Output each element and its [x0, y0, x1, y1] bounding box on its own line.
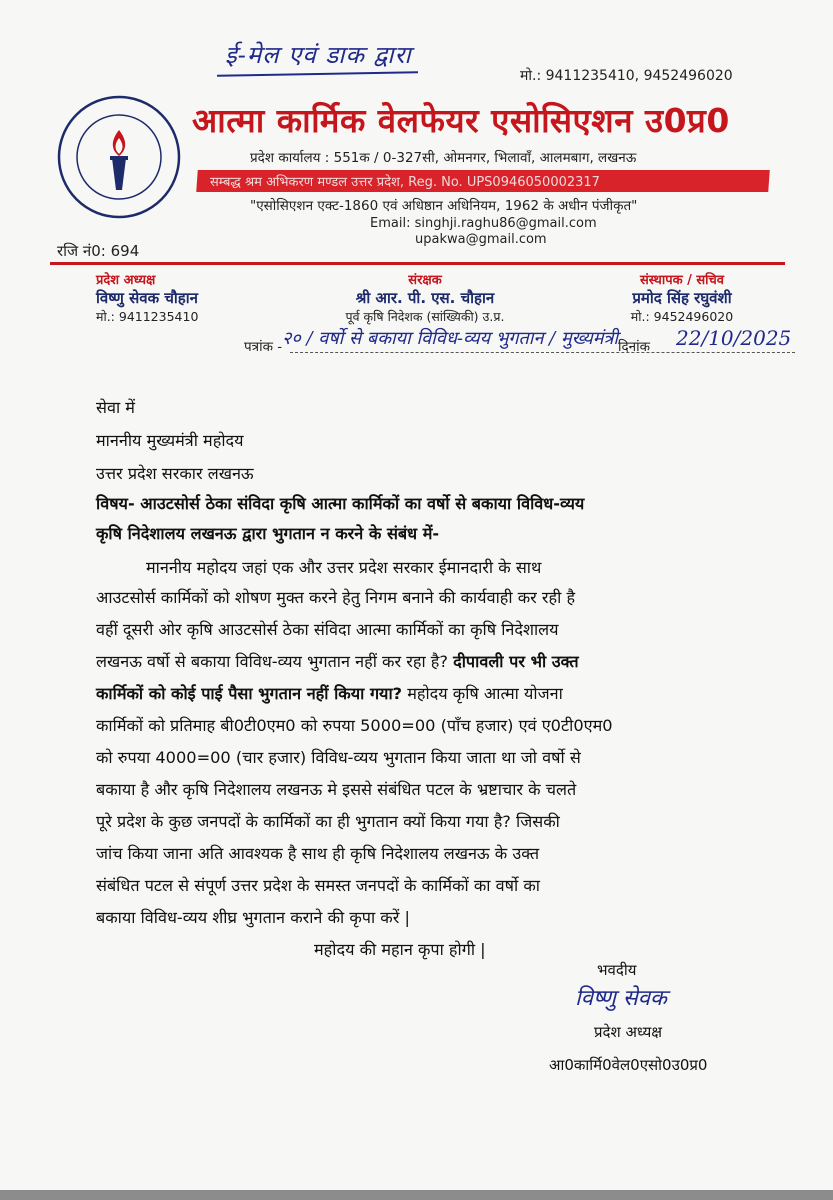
signature: विष्णु सेवक: [575, 986, 667, 1011]
header-divider: [50, 262, 785, 265]
body-line: वहीं दूसरी ओर कृषि आउटसोर्स ठेका संविदा आत्मा कार्मिकों का कृषि निदेशालय: [96, 620, 559, 639]
official-name: श्री आर. पी. एस. चौहान: [355, 289, 495, 307]
body-line: जांच किया जाना अति आवश्यक है साथ ही कृषि निदेशालय लखनऊ के उक्त: [96, 844, 540, 863]
body-segment: लखनऊ वर्षो से बकाया विविध-व्यय भुगतान नहीं कर रहा है?: [96, 652, 448, 671]
header-phone: मो.: 9411235410, 9452496020: [520, 68, 733, 84]
body-line: संबंधित पटल से संपूर्ण उत्तर प्रदेश के समस्त जनपदों के कार्मिकों का वर्षो का: [96, 876, 540, 895]
registration-act: "एसोसिएशन एक्ट-1860 एवं अधिष्ठान अधिनियम, 1962 के अधीन पंजीकृत": [250, 198, 638, 214]
body-line: [96, 650, 579, 672]
body-line: बकाया है और कृषि निदेशालय लखनऊ मे इससे संबंधित पटल के भ्रष्टाचार के चलते: [96, 780, 577, 799]
body-line: माननीय महोदय जहां एक और उत्तर प्रदेश सरकार ईमानदारी के साथ: [146, 558, 542, 577]
addressee-line: सेवा में: [96, 398, 135, 417]
official-detail: मो.: 9411235410: [96, 309, 199, 324]
association-seal-logo: [56, 94, 182, 220]
organization-title: आत्मा कार्मिक वेलफेयर एसोसिएशन उ0प्र0: [192, 101, 730, 140]
body-line: को रुपया 4000=00 (चार हजार) विविध-व्यय भुगतान किया जाता था जो वर्षो से: [96, 748, 581, 767]
official-name: प्रमोद सिंह रघुवंशी: [632, 289, 732, 307]
addressee-line: उत्तर प्रदेश सरकार लखनऊ: [96, 464, 254, 483]
subject-line: विषय- आउटसोर्स ठेका संविदा कृषि आत्मा कार्मिकों का वर्षो से बकाया विविध-व्यय: [96, 494, 585, 513]
handwritten-reference: २० / वर्षो से बकाया विविध-व्यय भुगतान / मुख्यमंत्री: [282, 328, 619, 349]
body-line: बकाया विविध-व्यय शीघ्र भुगतान कराने की कृपा करें |: [96, 908, 410, 927]
reference-dotted-line: [290, 352, 795, 354]
body-line: [96, 682, 563, 704]
organization-abbreviation: आ0कार्मि0वेल0एसो0उ0प्र0: [549, 1056, 708, 1074]
subject-line: कृषि निदेशालय लखनऊ द्वारा भुगतान न करने के संबंध में-: [96, 524, 440, 543]
official-role: संरक्षक: [408, 273, 442, 288]
yours-faithfully: भवदीय: [597, 961, 637, 979]
official-name: विष्णु सेवक चौहान: [96, 289, 198, 307]
body-segment-bold: दीपावली पर भी उक्त: [453, 652, 579, 671]
body-line: पूरे प्रदेश के कुछ जनपदों के कार्मिकों का ही भुगतान क्यों किया गया है? जिसकी: [96, 812, 560, 831]
handwritten-delivery-note: ई-मेल एवं डाक द्वारा: [225, 38, 412, 71]
official-patron: [325, 270, 525, 325]
body-segment-bold: कार्मिकों को कोई पाई पैसा भुगतान नहीं किया गया?: [96, 684, 403, 703]
official-detail: पूर्व कृषि निदेशक (सांख्यिकी) उ.प्र.: [345, 309, 505, 324]
handwritten-date: 22/10/2025: [676, 326, 792, 350]
closing-line: महोदय की महान कृपा होगी |: [314, 940, 486, 959]
official-president: [96, 270, 198, 325]
official-founder-secretary: [607, 270, 757, 325]
body-line: आउटसोर्स कार्मिकों को शोषण मुक्त करने हेतु निगम बनाने की कार्यवाही कर रही है: [96, 588, 576, 607]
reference-label: पत्रांक -: [244, 339, 283, 355]
signatory-designation: प्रदेश अध्यक्ष: [594, 1023, 663, 1041]
official-role: संस्थापक / सचिव: [639, 273, 725, 288]
body-segment: महोदय कृषि आत्मा योजना: [407, 684, 563, 703]
body-line: कार्मिकों को प्रतिमाह बी0टी0एम0 को रुपया 5000=00 (पाँच हजार) एवं ए0टी0एम0: [96, 716, 613, 735]
official-role: प्रदेश अध्यक्ष: [96, 273, 156, 288]
addressee-line: माननीय मुख्यमंत्री महोदय: [96, 431, 244, 450]
office-address: प्रदेश कार्यालय : 551क / 0-327सी, ओमनगर, भिलावाँ, आलमबाग, लखनऊ: [250, 150, 637, 166]
email-primary: Email: singhji.raghu86@gmail.com: [370, 216, 597, 231]
official-detail: मो.: 9452496020: [630, 309, 734, 324]
email-secondary: upakwa@gmail.com: [415, 232, 547, 247]
affiliation-text: सम्बद्ध श्रम अभिकरण मण्डल उत्तर प्रदेश, Reg. No. UPS0946050002317: [210, 175, 600, 190]
registration-number: रजि नं0: 694: [57, 242, 140, 260]
date-label: दिनांक: [618, 339, 651, 355]
